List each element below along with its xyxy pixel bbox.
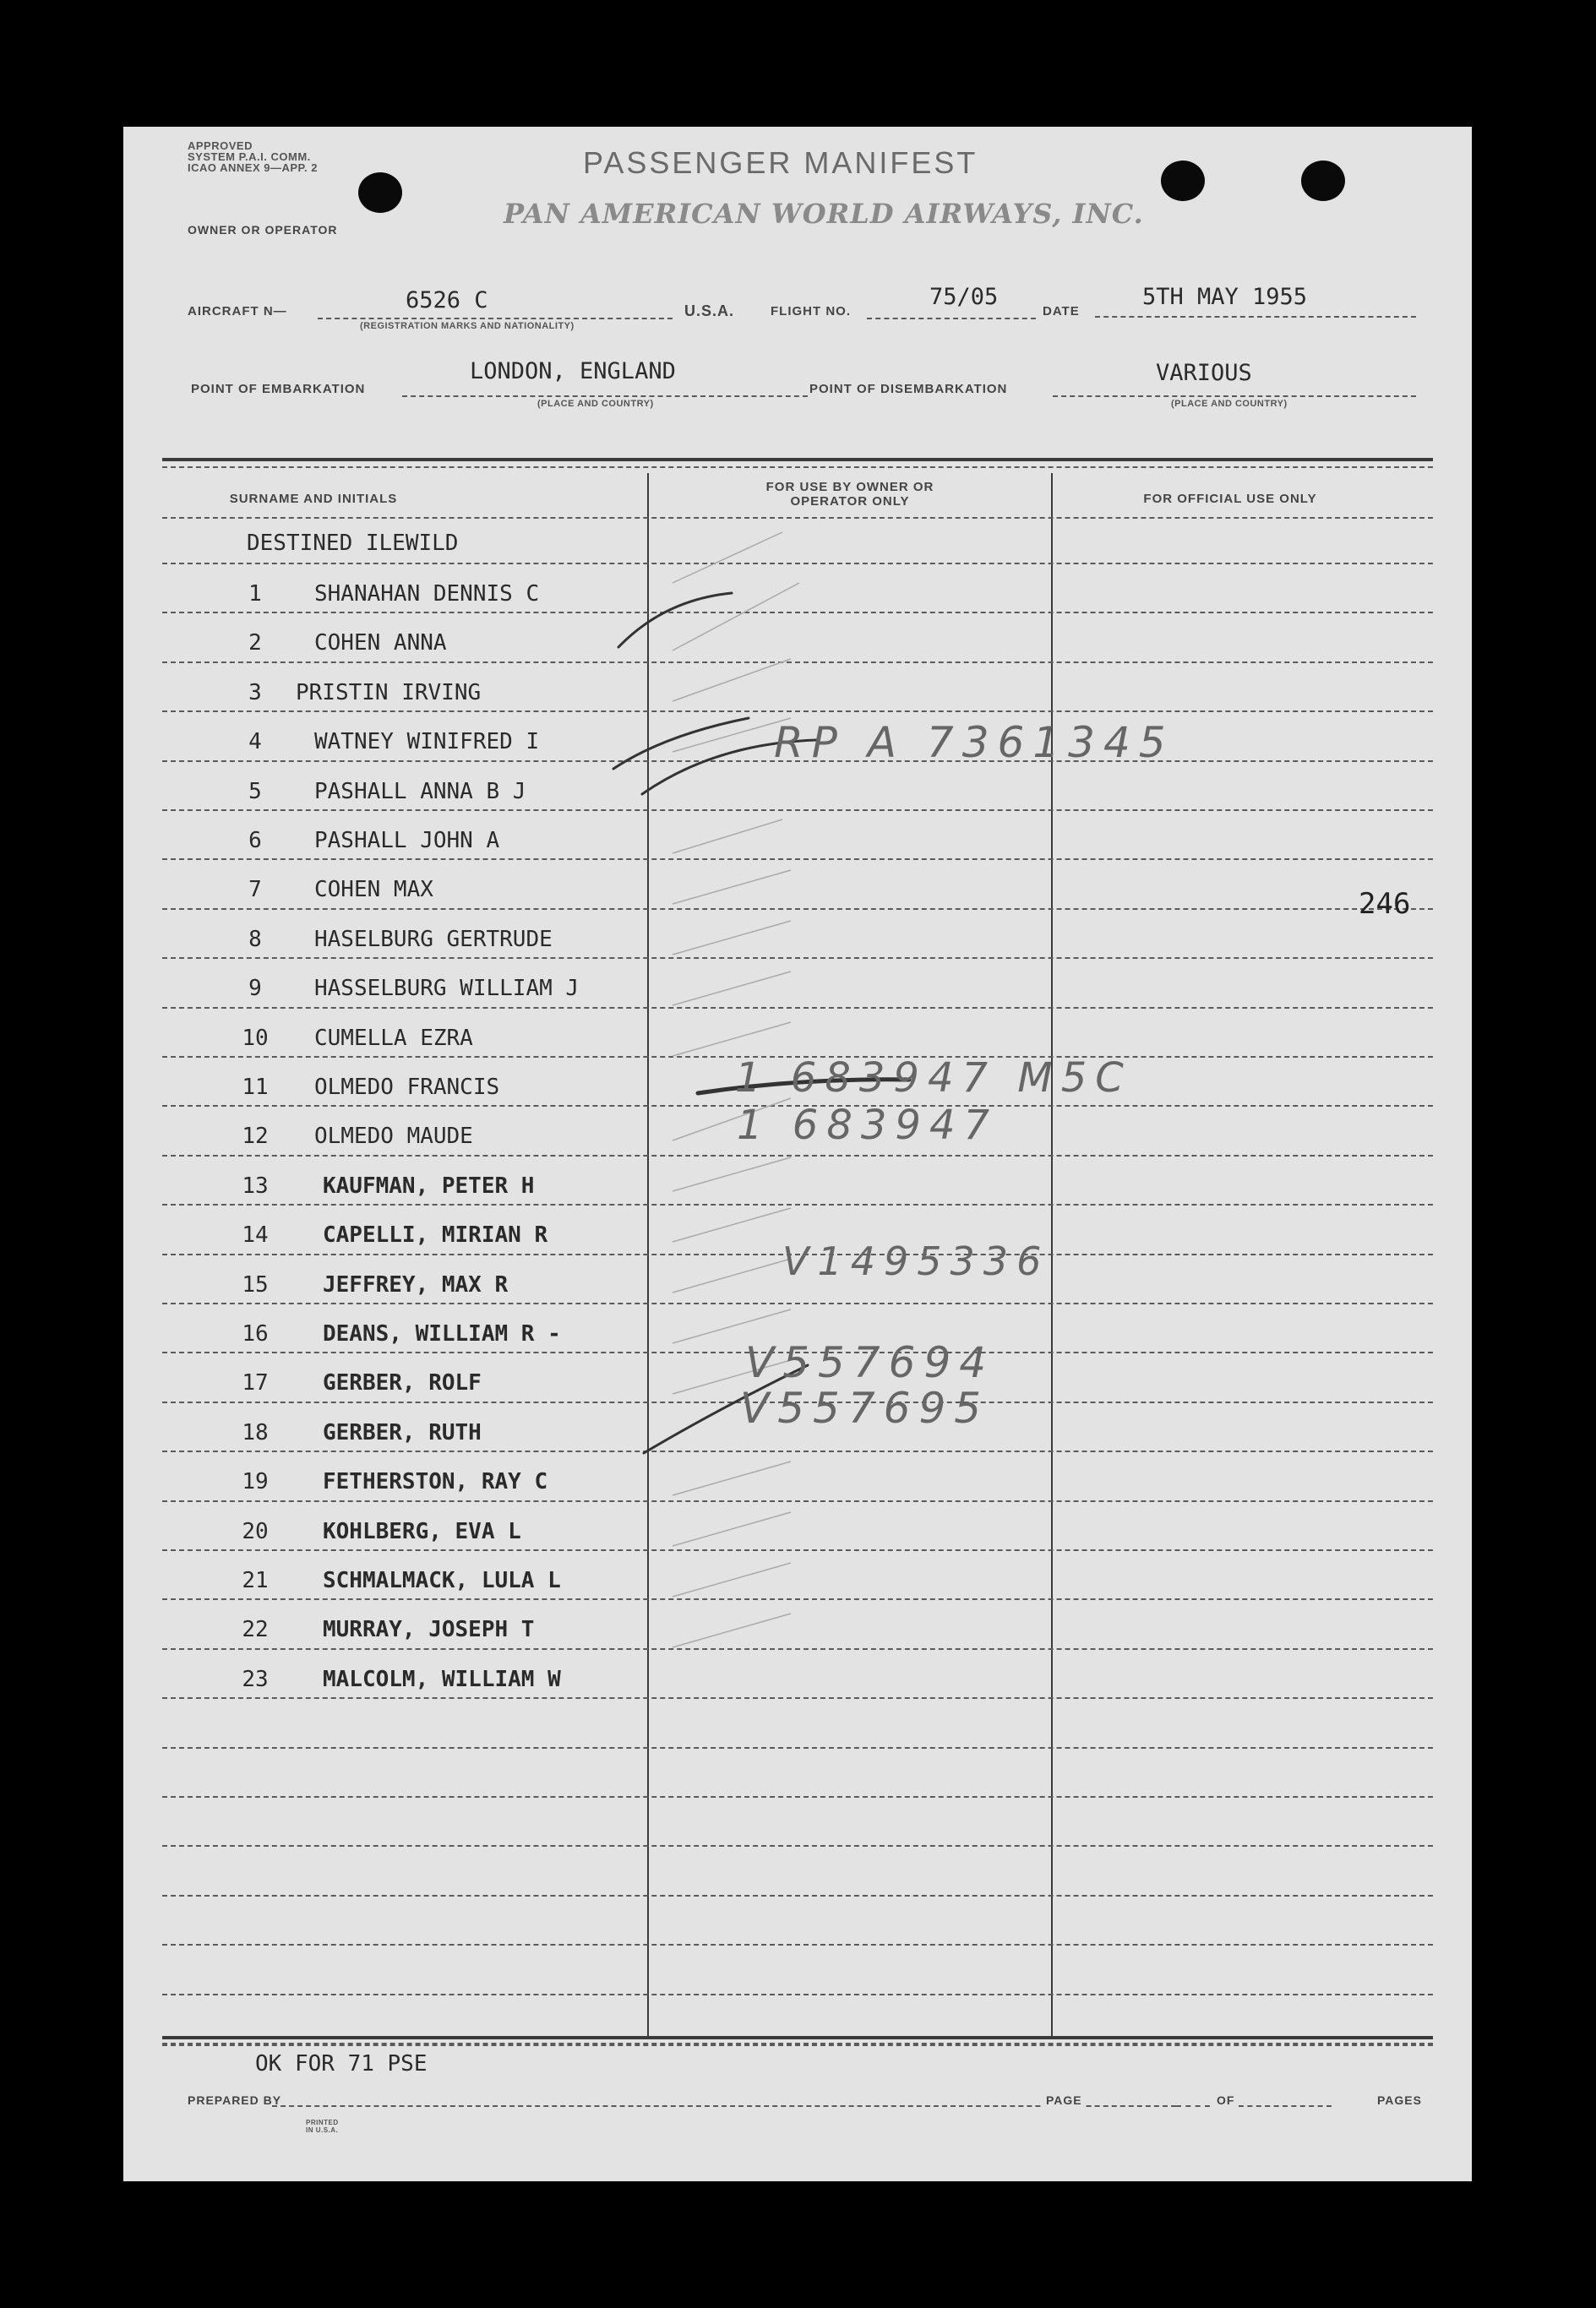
pages-label: PAGES bbox=[1377, 2093, 1422, 2107]
passenger-number: 9 bbox=[248, 976, 262, 1001]
handwritten-passport-row12: 1 683947 bbox=[737, 1102, 999, 1149]
handwritten-passport-row17: V557694 bbox=[745, 1338, 995, 1387]
aircraft-value: 6526 C bbox=[406, 287, 488, 313]
prepared-by-label: PREPARED BY bbox=[188, 2093, 282, 2107]
margin-number: 246 bbox=[1359, 887, 1411, 921]
embarkation-caption: (PLACE AND COUNTRY) bbox=[537, 399, 654, 409]
passenger-name: DEANS, WILLIAM R - bbox=[323, 1321, 561, 1347]
passenger-number: 17 bbox=[242, 1370, 269, 1396]
passenger-number: 13 bbox=[242, 1173, 269, 1199]
passenger-number: 10 bbox=[242, 1026, 269, 1051]
owner-operator-label: OWNER OR OPERATOR bbox=[188, 223, 338, 237]
passenger-number: 6 bbox=[248, 828, 262, 853]
usa-label: U.S.A. bbox=[684, 302, 735, 319]
bottom-double-rule bbox=[162, 2044, 1433, 2046]
approval-line: SYSTEM P.A.I. COMM. bbox=[188, 150, 311, 163]
passenger-number: 16 bbox=[242, 1321, 269, 1347]
passenger-name: COHEN ANNA bbox=[314, 630, 447, 656]
passenger-number: 15 bbox=[242, 1272, 269, 1298]
of-rule bbox=[1176, 2105, 1210, 2107]
date-label: DATE bbox=[1043, 304, 1080, 318]
passenger-number: 11 bbox=[242, 1075, 269, 1100]
embarkation-value: LONDON, ENGLAND bbox=[470, 358, 676, 384]
flight-no-label: FLIGHT NO. bbox=[771, 304, 851, 318]
disembarkation-value: VARIOUS bbox=[1156, 360, 1252, 386]
passenger-name: GERBER, ROLF bbox=[323, 1370, 482, 1396]
printed-in-usa-mark: PRINTED IN U.S.A. bbox=[306, 2119, 339, 2134]
passenger-number: 19 bbox=[242, 1469, 269, 1494]
page-label: PAGE bbox=[1043, 2093, 1086, 2107]
passenger-number: 12 bbox=[242, 1124, 269, 1149]
passenger-name: HASELBURG GERTRUDE bbox=[314, 927, 553, 952]
of-label: OF bbox=[1217, 2093, 1235, 2107]
registration-caption: (REGISTRATION MARKS AND NATIONALITY) bbox=[360, 321, 575, 331]
col-header-owner-use: FOR USE BY OWNER OR OPERATOR ONLY bbox=[765, 480, 934, 509]
passenger-name: FETHERSTON, RAY C bbox=[323, 1469, 548, 1494]
passenger-name: CAPELLI, MIRIAN R bbox=[323, 1222, 548, 1248]
passenger-number: 23 bbox=[242, 1667, 269, 1692]
handwritten-passport-row15: V1495336 bbox=[782, 1238, 1050, 1284]
embarkation-label: POINT OF EMBARKATION bbox=[191, 382, 366, 396]
airline-name: PAN AMERICAN WORLD AIRWAYS, INC. bbox=[504, 198, 1144, 230]
passenger-name: CUMELLA EZRA bbox=[314, 1026, 473, 1051]
passenger-name: PRISTIN IRVING bbox=[296, 680, 482, 705]
passenger-name: MALCOLM, WILLIAM W bbox=[323, 1667, 561, 1692]
disembarkation-caption: (PLACE AND COUNTRY) bbox=[1171, 399, 1288, 409]
passenger-name: PASHALL ANNA B J bbox=[314, 779, 526, 804]
passenger-name: OLMEDO FRANCIS bbox=[314, 1075, 500, 1100]
passenger-name: WATNEY WINIFRED I bbox=[314, 729, 540, 754]
approval-line: APPROVED bbox=[188, 139, 253, 152]
pages-rule bbox=[1239, 2105, 1332, 2107]
handwritten-passport-row18: V557695 bbox=[740, 1384, 990, 1433]
passenger-number: 7 bbox=[248, 877, 262, 902]
passenger-name: HASSELBURG WILLIAM J bbox=[314, 976, 580, 1001]
passenger-number: 8 bbox=[248, 927, 262, 952]
destined-label: DESTINED ILEWILD bbox=[247, 531, 459, 556]
col-header-surname: SURNAME AND INITIALS bbox=[229, 492, 398, 506]
passenger-name: MURRAY, JOSEPH T bbox=[323, 1617, 535, 1642]
handwritten-passport-row4: RP A 7361345 bbox=[774, 718, 1174, 767]
check-mark bbox=[613, 718, 749, 769]
passenger-name: JEFFREY, MAX R bbox=[323, 1272, 509, 1298]
passenger-name: COHEN MAX bbox=[314, 877, 433, 902]
passenger-number: 18 bbox=[242, 1420, 269, 1445]
prepared-by-rule bbox=[272, 2105, 1176, 2107]
check-mark bbox=[618, 593, 732, 647]
page-title: PASSENGER MANIFEST bbox=[583, 145, 978, 180]
passenger-name: GERBER, RUTH bbox=[323, 1420, 482, 1445]
passenger-number: 21 bbox=[242, 1568, 269, 1593]
handwritten-marks bbox=[123, 127, 1472, 2181]
passenger-number: 22 bbox=[242, 1617, 269, 1642]
passenger-name: SCHMALMACK, LULA L bbox=[323, 1568, 561, 1593]
passenger-name: KOHLBERG, EVA L bbox=[323, 1519, 521, 1544]
aircraft-label: AIRCRAFT N— bbox=[188, 304, 287, 318]
manifest-sheet bbox=[123, 127, 1472, 2181]
passenger-number: 4 bbox=[248, 729, 262, 754]
ok-note: OK FOR 71 PSE bbox=[255, 2051, 428, 2077]
handwritten-passport-row11: 1 683947 M5C bbox=[735, 1054, 1132, 1102]
passenger-name: PASHALL JOHN A bbox=[314, 828, 500, 853]
passenger-number: 14 bbox=[242, 1222, 269, 1248]
bottom-double-rule bbox=[162, 2036, 1433, 2039]
approval-line: ICAO ANNEX 9—APP. 2 bbox=[188, 161, 318, 174]
passenger-number: 20 bbox=[242, 1519, 269, 1544]
flight-value: 75/05 bbox=[929, 284, 999, 310]
passenger-number: 5 bbox=[248, 779, 262, 804]
passenger-name: SHANAHAN DENNIS C bbox=[314, 581, 540, 607]
passenger-number: 2 bbox=[248, 630, 262, 656]
passenger-name: OLMEDO MAUDE bbox=[314, 1124, 473, 1149]
passenger-number: 3 bbox=[248, 680, 262, 705]
passenger-number: 1 bbox=[248, 581, 262, 607]
col-header-official-use: FOR OFFICIAL USE ONLY bbox=[1143, 492, 1317, 506]
passenger-name: KAUFMAN, PETER H bbox=[323, 1173, 535, 1199]
date-value: 5TH MAY 1955 bbox=[1142, 284, 1308, 310]
disembarkation-label: POINT OF DISEMBARKATION bbox=[809, 382, 1008, 396]
